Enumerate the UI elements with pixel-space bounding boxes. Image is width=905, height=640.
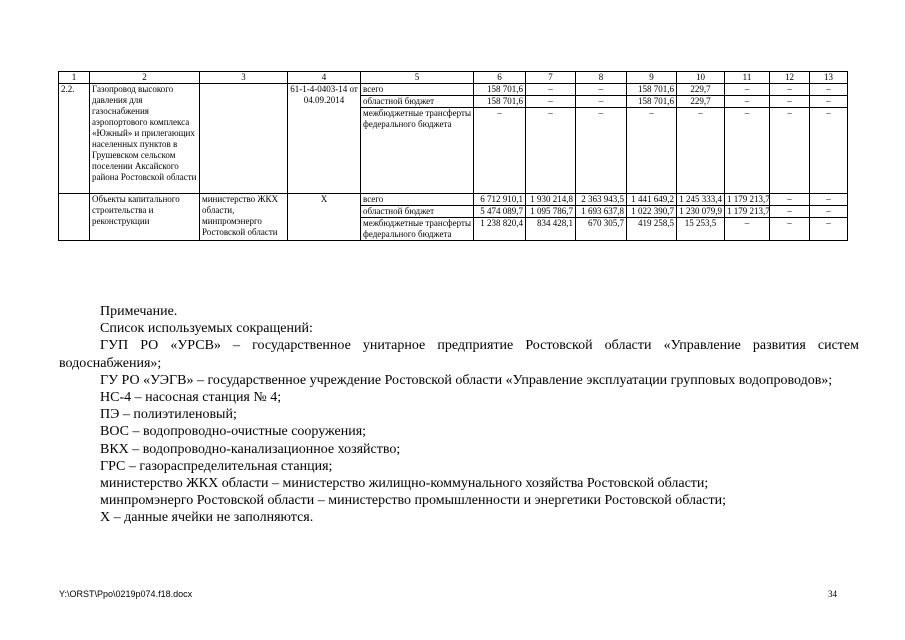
- header-cell: 6: [474, 72, 526, 84]
- abbreviation-item: минпромэнерго Ростовской области – министерство промышленности и энергетики Ростовской области;: [100, 493, 726, 509]
- value-cell: 229,7: [677, 96, 725, 108]
- funding-source: областной бюджет: [361, 206, 474, 218]
- value-cell: 670 305,7: [576, 218, 627, 241]
- value-cell: 1 179 213,7: [725, 194, 770, 206]
- value-cell: 1 930 214,8: [526, 194, 576, 206]
- page-number: 34: [828, 589, 837, 599]
- funding-source: всего: [361, 84, 474, 96]
- responsible-party: [200, 84, 288, 194]
- abbreviation-item: ПЭ – полиэтиленовый;: [100, 407, 237, 423]
- value-cell: –: [810, 206, 848, 218]
- value-cell: 158 701,6: [627, 96, 677, 108]
- abbreviations-heading: Список используемых сокращений:: [100, 321, 313, 337]
- value-cell: –: [576, 96, 627, 108]
- value-cell: 1 693 637,8: [576, 206, 627, 218]
- value-cell: 1 238 820,4: [474, 218, 526, 241]
- funding-source: межбюджетные трансферты федерального бюджета: [361, 108, 474, 194]
- header-cell: 2: [90, 72, 200, 84]
- value-cell: –: [474, 108, 526, 194]
- value-cell: 419 258,5: [627, 218, 677, 241]
- value-cell: –: [526, 96, 576, 108]
- document-ref: 61-1-4-0403-14 от 04.09.2014: [288, 84, 361, 194]
- header-cell: 12: [770, 72, 810, 84]
- abbreviation-item: министерство ЖКХ области – министерство жилищно-коммунального хозяйства Ростовской области;: [100, 476, 709, 492]
- value-cell: –: [770, 218, 810, 241]
- value-cell: 1 230 079,9: [677, 206, 725, 218]
- abbreviation-item: ГУ РО «УЭГВ» – государственное учреждение Ростовской области «Управление эксплуатации групповых водопроводов»;: [100, 372, 833, 388]
- value-cell: –: [627, 108, 677, 194]
- value-cell: –: [725, 108, 770, 194]
- header-cell: 10: [677, 72, 725, 84]
- value-cell: 2 363 943,5: [576, 194, 627, 206]
- header-cell: 1: [59, 72, 90, 84]
- funding-source: межбюджетные трансферты федерального бюджета: [361, 218, 474, 241]
- value-cell: –: [810, 108, 848, 194]
- value-cell: 5 474 089,7: [474, 206, 526, 218]
- value-cell: –: [810, 84, 848, 96]
- value-cell: –: [770, 206, 810, 218]
- value-cell: –: [810, 194, 848, 206]
- header-cell: 5: [361, 72, 474, 84]
- footer-file-path: Y:\ORST\Ppo\0219p074.f18.docx: [59, 589, 193, 599]
- value-cell: –: [770, 108, 810, 194]
- row-number: [59, 194, 90, 241]
- value-cell: –: [526, 84, 576, 96]
- object-name: Газопровод высокого давления для газоснабжения аэропортового комплекса «Южный» и прилегающих населенных пунктов в Грушевском сельском поселении Аксайского района Ростовской области: [90, 84, 200, 194]
- value-cell: –: [770, 96, 810, 108]
- header-cell: 3: [200, 72, 288, 84]
- header-cell: 11: [725, 72, 770, 84]
- value-cell: –: [526, 108, 576, 194]
- notes-section: [59, 303, 859, 527]
- abbreviation-item: ВКХ – водопроводно-канализационное хозяйство;: [100, 441, 401, 457]
- abbreviation-item: Х – данные ячейки не заполняются.: [100, 510, 314, 526]
- value-cell: 1 095 786,7: [526, 206, 576, 218]
- table-header-row: [59, 72, 848, 84]
- value-cell: 1 441 649,2: [627, 194, 677, 206]
- value-cell: 158 701,6: [627, 84, 677, 96]
- table-row: [59, 84, 848, 96]
- value-cell: –: [810, 218, 848, 241]
- abbreviation-item: ГРС – газораспределительная станция;: [100, 458, 333, 474]
- notes-title: Примечание.: [100, 304, 178, 319]
- value-cell: 15 253,5: [677, 218, 725, 241]
- value-cell: 1 179 213,7: [725, 206, 770, 218]
- value-cell: –: [576, 84, 627, 96]
- value-cell: 158 701,6: [474, 84, 526, 96]
- table-row: [59, 194, 848, 206]
- object-name: Объекты капитального строительства и реконструкции: [90, 194, 200, 241]
- value-cell: 1 022 390,7: [627, 206, 677, 218]
- value-cell: –: [770, 194, 810, 206]
- header-cell: 8: [576, 72, 627, 84]
- abbreviation-item: НС-4 – насосная станция № 4;: [100, 390, 282, 406]
- abbreviation-item: ГУП РО «УРСВ» – государственное унитарное предприятие Ростовской области «Управление развития систем водоснабжения»;: [59, 338, 859, 371]
- value-cell: 1 245 333,4: [677, 194, 725, 206]
- value-cell: –: [576, 108, 627, 194]
- value-cell: –: [725, 84, 770, 96]
- value-cell: 834 428,1: [526, 218, 576, 241]
- document-ref: Х: [288, 194, 361, 241]
- value-cell: –: [725, 218, 770, 241]
- funding-source: областной бюджет: [361, 96, 474, 108]
- header-cell: 13: [810, 72, 848, 84]
- value-cell: –: [770, 84, 810, 96]
- responsible-party: министерство ЖКХ области, минпромэнерго Ростовской области: [200, 194, 288, 241]
- funding-source: всего: [361, 194, 474, 206]
- value-cell: –: [677, 108, 725, 194]
- value-cell: –: [810, 96, 848, 108]
- header-cell: 4: [288, 72, 361, 84]
- budget-table: [58, 71, 848, 241]
- abbreviation-item: ВОС – водопроводно-очистные сооружения;: [100, 424, 367, 440]
- value-cell: 158 701,6: [474, 96, 526, 108]
- value-cell: 229,7: [677, 84, 725, 96]
- value-cell: –: [725, 96, 770, 108]
- row-number: 2.2.: [59, 84, 90, 194]
- header-cell: 9: [627, 72, 677, 84]
- header-cell: 7: [526, 72, 576, 84]
- value-cell: 6 712 910,1: [474, 194, 526, 206]
